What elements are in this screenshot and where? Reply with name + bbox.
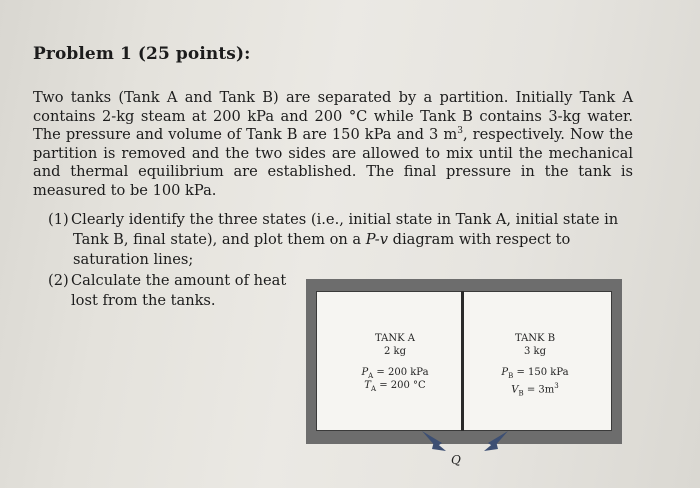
heat-arrow-right-icon <box>484 431 508 451</box>
question-1-line-2: Tank B, final state), and plot them on a P-v diagram with respect to <box>73 231 571 248</box>
question-1-line-1: Clearly identify the three states (i.e., initial state in Tank A, initial state in <box>71 211 619 228</box>
heat-label: Q <box>451 453 461 467</box>
pv-diagram-term: P-v <box>365 231 388 248</box>
problem-statement <box>33 89 633 201</box>
tank-partition <box>461 291 464 431</box>
question-1-text <box>71 210 633 270</box>
statement-part-2: , respectively. Now the partition is removed and the two sides are allowed to mix until the mechanical and thermal equilibrium are established. The final pressure in the tank is measured to be 100 kPa. <box>33 126 633 199</box>
question-2-line-1: Calculate the amount of heat <box>71 272 287 289</box>
question-2-text <box>71 271 301 311</box>
statement-part-1: Two tanks (Tank A and Tank B) are separated by a partition. Initially Tank A contains 2-kg steam at 200 kPa and 200 °C while Tank B contains 3-kg water. The pressure and volume of Tank B are 150 kPa and 3 m <box>33 89 633 144</box>
question-2-line-2: lost from the tanks. <box>71 292 216 309</box>
question-1-line-3: saturation lines; <box>73 251 194 268</box>
tank-a-temperature: $T_A = 200$ °C <box>364 380 426 393</box>
tank-b-name: TANK B <box>514 333 556 344</box>
tank-b-volume: $V_B = 3m^3$ <box>511 382 559 398</box>
problem-title: Problem 1 (25 points): <box>33 44 251 64</box>
tank-a-mass: 2 kg <box>383 346 406 357</box>
tank-b-pressure: $P_B = 150$ kPa <box>501 367 569 380</box>
tank-inner-border <box>316 291 612 431</box>
tank-a-name: TANK A <box>375 333 415 344</box>
question-2-number: (2) <box>48 272 69 289</box>
heat-loss-arrows <box>400 425 530 465</box>
heat-arrow-left-icon <box>422 431 446 451</box>
question-1-number: (1) <box>48 211 69 228</box>
cubic-superscript: 3 <box>457 126 463 137</box>
tank-b-mass: 3 kg <box>523 346 546 357</box>
tank-a-pressure: $P_A = 200$ kPa <box>361 367 429 380</box>
